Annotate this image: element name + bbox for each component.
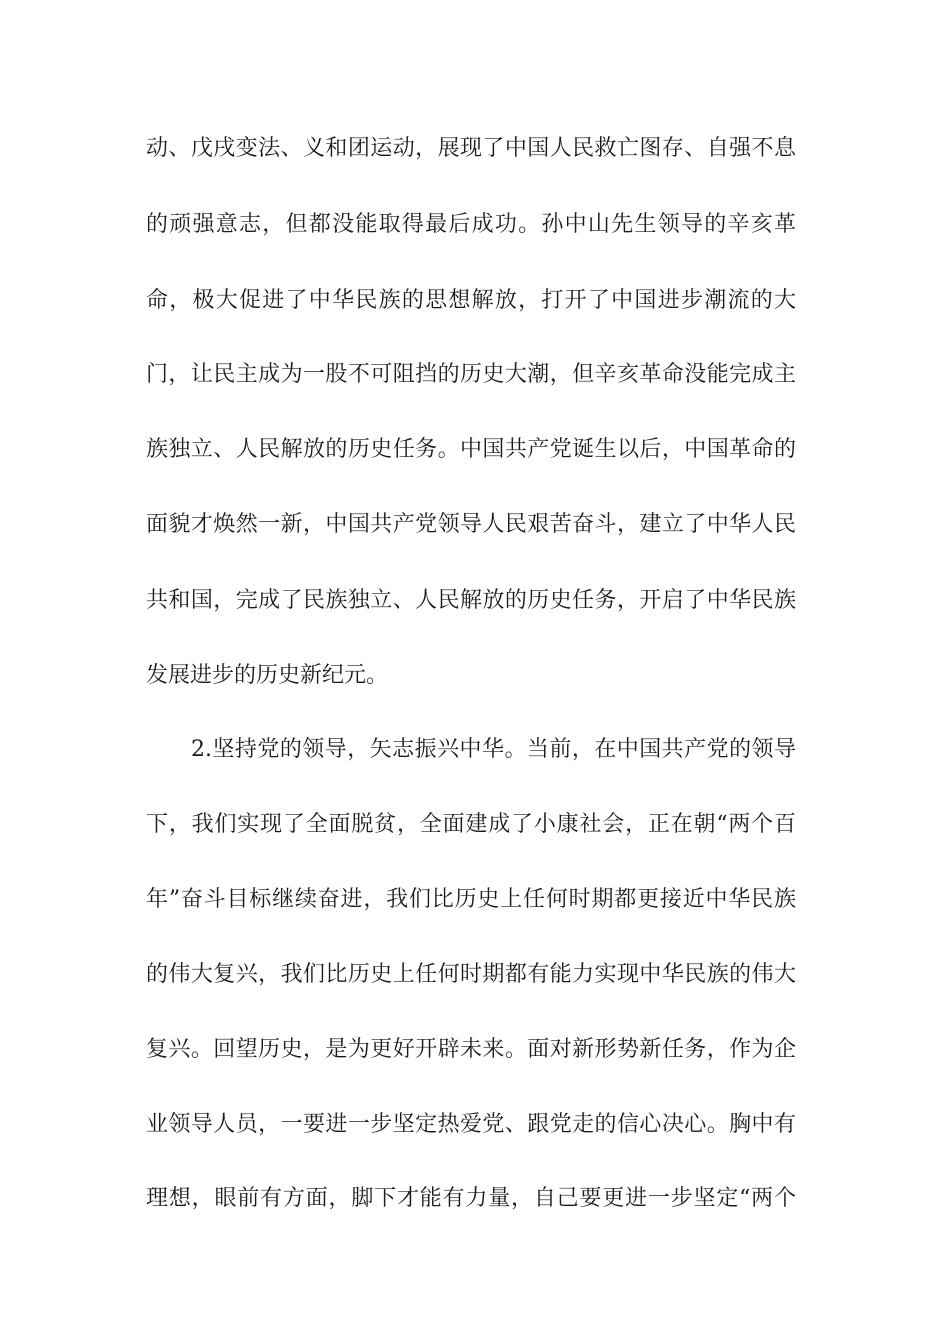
paragraph-line: 命，极大促进了中华民族的思想解放，打开了中国进步潮流的大 bbox=[146, 288, 796, 313]
paragraph-line: 面貌才焕然一新，中国共产党领导人民艰苦奋斗，建立了中华人民 bbox=[146, 512, 796, 537]
paragraph-line: 2.坚持党的领导，矢志振兴中华。当前，在中国共产党的领导 bbox=[191, 737, 796, 762]
paragraph-line: 的顽强意志，但都没能取得最后成功。孙中山先生领导的辛亥革 bbox=[146, 212, 796, 237]
paragraph-line: 业领导人员，一要进一步坚定热爱党、跟党走的信心决心。胸中有 bbox=[146, 1112, 796, 1137]
paragraph-line: 复兴。回望历史，是为更好开辟未来。面对新形势新任务，作为企 bbox=[146, 1037, 796, 1062]
paragraph-line: 动、戊戌变法、义和团运动，展现了中国人民救亡图存、自强不息 bbox=[146, 136, 796, 161]
paragraph-line: 共和国，完成了民族独立、人民解放的历史任务，开启了中华民族 bbox=[146, 588, 796, 613]
paragraph-line: 发展进步的历史新纪元。 bbox=[146, 663, 389, 688]
paragraph-line: 门，让民主成为一股不可阻挡的历史大潮，但辛亥革命没能完成主 bbox=[146, 362, 796, 387]
paragraph-line: 族独立、人民解放的历史任务。中国共产党诞生以后，中国革命的 bbox=[146, 437, 796, 462]
paragraph-line: 年”奋斗目标继续奋进，我们比历史上任何时期都更接近中华民族 bbox=[146, 887, 796, 912]
paragraph-line: 理想，眼前有方面，脚下才能有力量，自己要更进一步坚定“两个 bbox=[146, 1186, 796, 1211]
paragraph-line: 的伟大复兴，我们比历史上任何时期都有能力实现中华民族的伟大 bbox=[146, 962, 796, 987]
paragraph-line: 下，我们实现了全面脱贫，全面建成了小康社会，正在朝“两个百 bbox=[146, 812, 796, 837]
